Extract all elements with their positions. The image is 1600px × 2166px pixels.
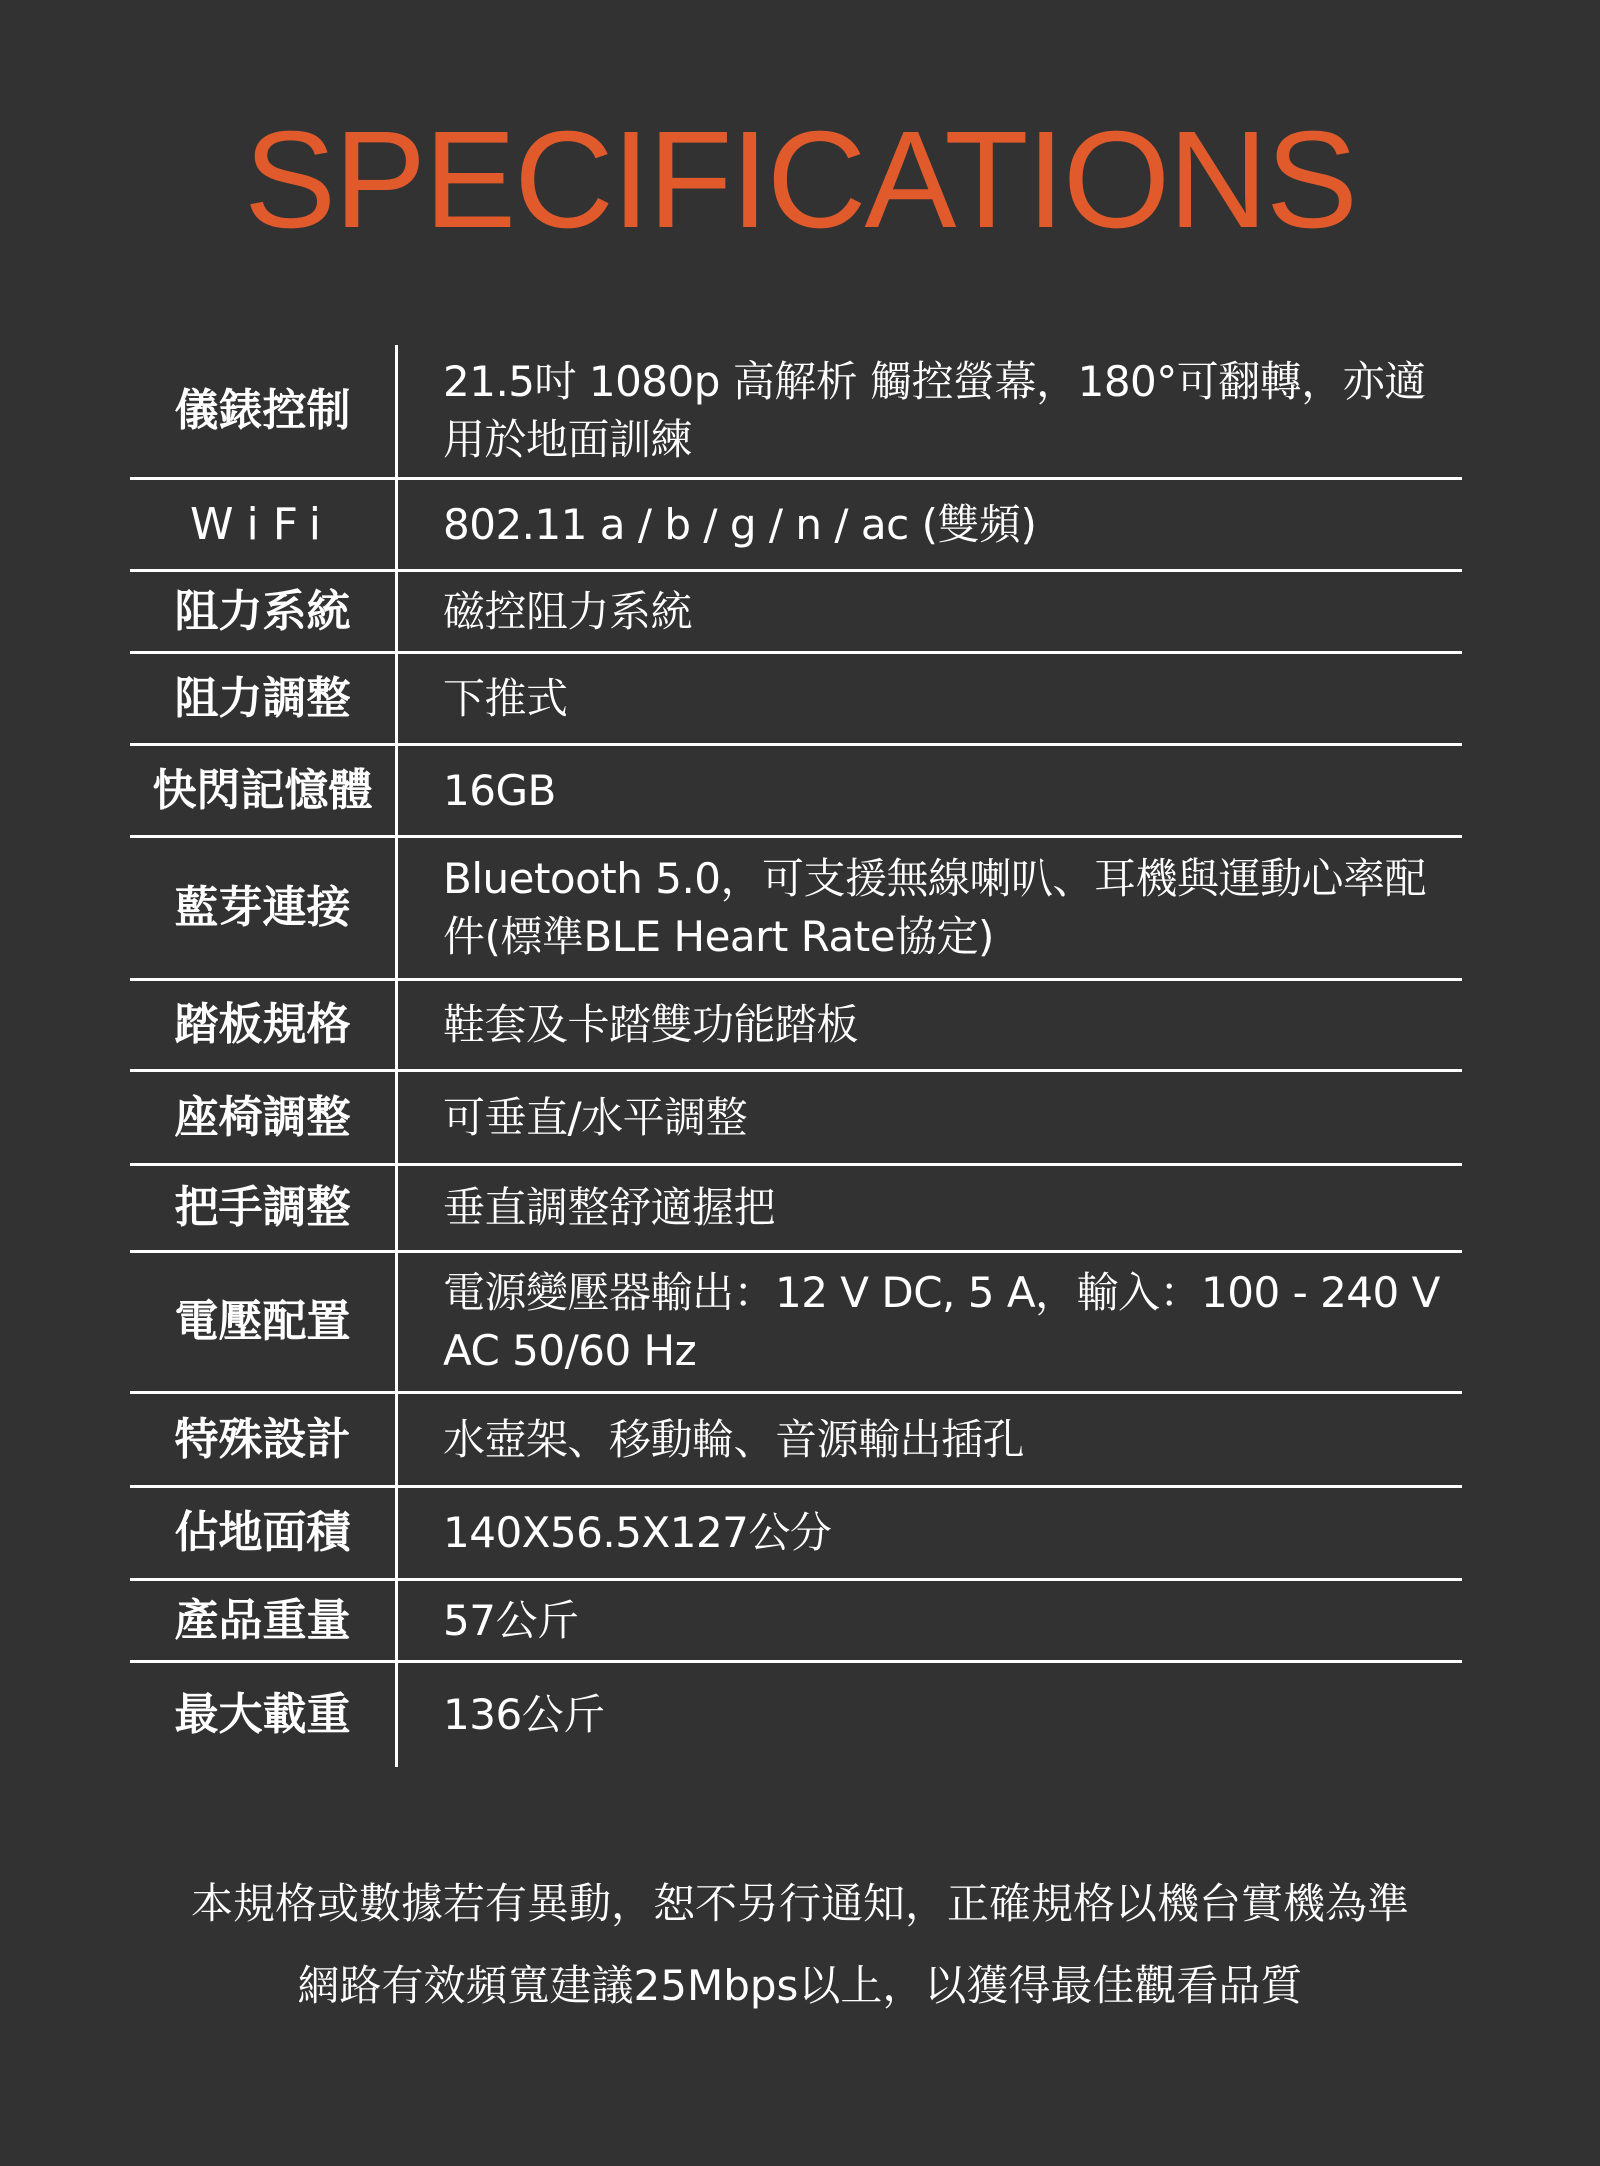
bandwidth-note: 網路有效頻寬建議25Mbps以上，以獲得最佳觀看品質 xyxy=(297,1961,1303,2010)
spec-value: 57公斤 xyxy=(443,1595,579,1645)
spec-value: 802.11 a / b / g / n / ac (雙頻) xyxy=(443,499,1037,549)
spec-label: WiFi xyxy=(189,498,336,550)
spec-label: 藍芽連接 xyxy=(174,882,351,933)
spec-row-power xyxy=(130,1253,1462,1394)
spec-label: 快閃記憶體 xyxy=(152,764,373,816)
page-title: SPECIFICATIONS xyxy=(244,103,1356,257)
spec-row-resistance-system xyxy=(130,572,1462,654)
spec-row-handlebar-adjust xyxy=(130,1166,1462,1253)
spec-value: 136公斤 xyxy=(443,1690,605,1739)
spec-label: 佔地面積 xyxy=(174,1507,351,1558)
spec-value: 140X56.5X127公分 xyxy=(443,1508,832,1557)
spec-row-bluetooth xyxy=(130,838,1462,981)
spec-value: 磁控阻力系統 xyxy=(443,586,693,636)
spec-row-seat-adjust xyxy=(130,1072,1462,1166)
spec-table xyxy=(130,345,1462,1767)
spec-label: 特殊設計 xyxy=(174,1413,351,1465)
spec-row-footprint xyxy=(130,1488,1462,1581)
spec-label: 座椅調整 xyxy=(174,1091,351,1143)
disclaimer-text: 本規格或數據若有異動，恕不另行通知，正確規格以機台實機為準 xyxy=(190,1879,1409,1928)
spec-value: 電源變壓器輸出：12 V DC, 5 A，輸入：100 - 240 V AC 50/60 Hz xyxy=(443,1268,1440,1375)
spec-row-special-design xyxy=(130,1394,1462,1488)
spec-row-max-load xyxy=(130,1663,1462,1767)
spec-label: 產品重量 xyxy=(174,1594,351,1646)
spec-value: 鞋套及卡踏雙功能踏板 xyxy=(443,1000,859,1049)
spec-label: 最大載重 xyxy=(174,1689,351,1740)
spec-value: Bluetooth 5.0，可支援無線喇叭、耳機與運動心率配件(標準BLE Heart Rate協定) xyxy=(443,854,1427,961)
spec-row-resistance-adjust xyxy=(130,654,1462,746)
spec-label: 阻力調整 xyxy=(174,672,351,724)
spec-value: 16GB xyxy=(443,765,556,815)
spec-label: 把手調整 xyxy=(174,1182,351,1233)
spec-value: 可垂直/水平調整 xyxy=(443,1092,748,1142)
spec-row-weight xyxy=(130,1581,1462,1663)
spec-value: 垂直調整舒適握把 xyxy=(443,1183,776,1232)
spec-row-pedals xyxy=(130,981,1462,1072)
spec-value: 下推式 xyxy=(443,673,568,723)
spec-label: 踏板規格 xyxy=(174,999,351,1050)
spec-value: 21.5吋 1080p 高解析 觸控螢幕，180°可翻轉，亦適用於地面訓練 xyxy=(443,357,1426,464)
spec-value: 水壺架、移動輪、音源輸出插孔 xyxy=(443,1414,1025,1464)
spec-row-flash-memory xyxy=(130,746,1462,838)
spec-row-display xyxy=(130,345,1462,480)
spec-row-wifi xyxy=(130,480,1462,572)
spec-label: 阻力系統 xyxy=(174,585,351,637)
spec-label: 儀錶控制 xyxy=(174,385,351,436)
spec-label: 電壓配置 xyxy=(174,1296,351,1347)
